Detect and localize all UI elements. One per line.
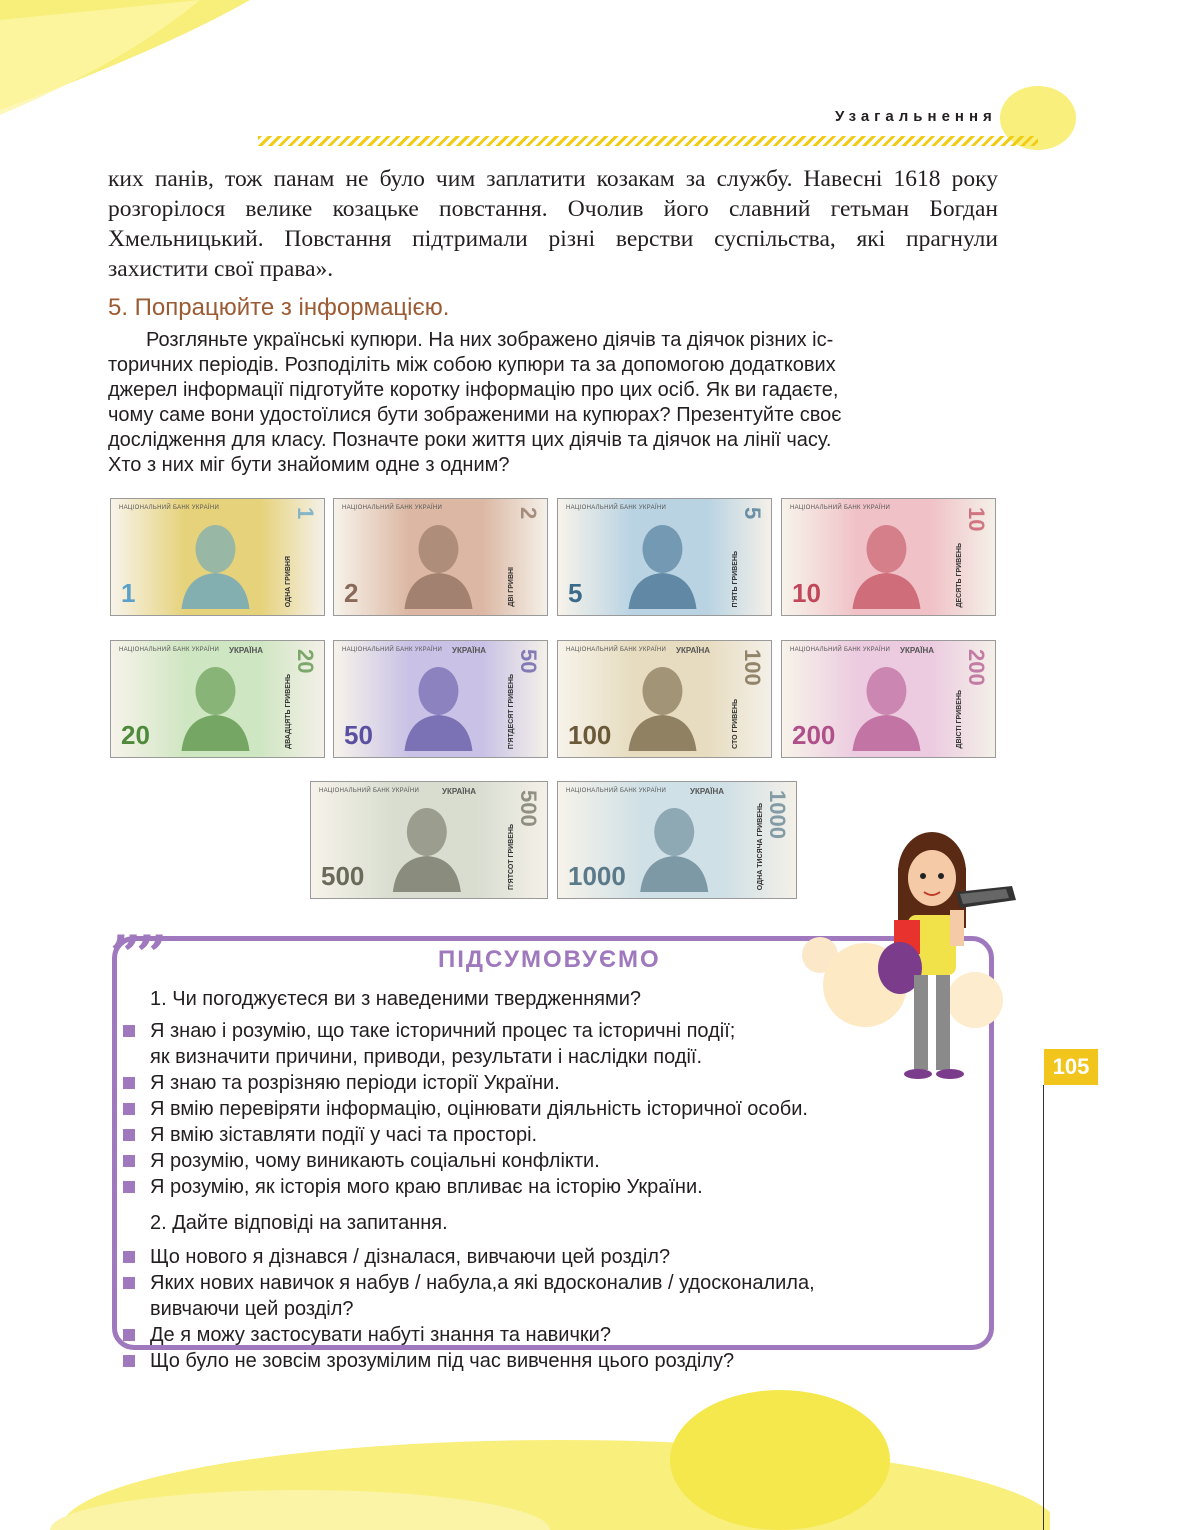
banknote-bank-name: НАЦІОНАЛЬНИЙ БАНК УКРАЇНИ <box>319 788 420 794</box>
portrait-icon <box>398 655 479 751</box>
banknote-bank-name: НАЦІОНАЛЬНИЙ БАНК УКРАЇНИ <box>119 647 220 653</box>
bullet-icon <box>123 1251 135 1263</box>
banknote-words: ДВІ ГРИВНІ <box>508 567 515 607</box>
banknote-bank-name: НАЦІОНАЛЬНИЙ БАНК УКРАЇНИ <box>342 505 443 511</box>
bullet-icon <box>123 1355 135 1367</box>
summary-question-1: 1. Чи погоджуєтеся ви з наведеними твердженнями? <box>150 988 642 1010</box>
banknote-5 <box>557 498 772 616</box>
bullet-icon <box>123 1025 135 1037</box>
banknote-10 <box>781 498 996 616</box>
banknote-words: П'ЯТДЕСЯТ ГРИВЕНЬ <box>508 673 515 749</box>
page-number: 105 <box>1044 1049 1098 1085</box>
banknote-denomination-side: 20 <box>293 649 318 674</box>
banknote-denomination-side: 200 <box>964 649 989 686</box>
summary-item: Я вмію перевіряти інформацію, оцінювати діяльність історичної особи. <box>150 1098 808 1120</box>
summary-question-2: 2. Дайте відповіді на запитання. <box>150 1212 448 1234</box>
decor-yellow-bottom <box>0 1380 1050 1530</box>
banknote-20 <box>110 640 325 758</box>
banknote-denomination-side: 100 <box>740 649 765 686</box>
banknote-country: УКРАЇНА <box>676 646 711 655</box>
bullet-icon <box>123 1129 135 1141</box>
banknote-denomination-side: 10 <box>964 507 989 532</box>
section-heading: 5. Попрацюйте з інформацією. <box>108 294 450 321</box>
banknote-denomination: 1000 <box>568 861 626 891</box>
task-line: дослідження для класу. Позначте роки життя цих діячів та діячок на лінії часу. <box>108 429 832 451</box>
summary-item: вивчаючи цей розділ? <box>150 1298 354 1320</box>
task-line: торичних періодів. Розподіліть між собою купюри та за допомогою додаткових <box>108 354 836 376</box>
banknote-bank-name: НАЦІОНАЛЬНИЙ БАНК УКРАЇНИ <box>566 505 667 511</box>
banknote-denomination-side: 1 <box>293 507 318 520</box>
banknote-country: УКРАЇНА <box>690 787 725 796</box>
banknote-denomination-side: 50 <box>516 649 541 674</box>
task-line: джерел інформації підготуйте коротку інформацію про цих осіб. Як ви гадаєте, <box>108 379 839 401</box>
portrait-icon <box>175 513 256 609</box>
section-header-label: Узагальнення <box>835 108 997 125</box>
student-illustration <box>790 820 1020 1090</box>
banknote-bank-name: НАЦІОНАЛЬНИЙ БАНК УКРАЇНИ <box>790 647 891 653</box>
banknote-500 <box>310 781 548 899</box>
summary-item: Що було не зовсім зрозумілим під час вивчення цього розділу? <box>150 1350 735 1372</box>
banknote-words: П'ЯТСОТ ГРИВЕНЬ <box>508 823 515 890</box>
banknote-200 <box>781 640 996 758</box>
banknote-denomination-side: 2 <box>516 507 541 520</box>
summary-item: Я знаю і розумію, що таке історичний процес та історичні події; <box>150 1020 736 1042</box>
banknote-words: ОДНА ТИСЯЧА ГРИВЕНЬ <box>757 802 764 890</box>
banknote-words: СТО ГРИВЕНЬ <box>732 699 739 749</box>
quote-mark-icon: ” <box>110 923 142 987</box>
margin-line <box>1043 1085 1044 1530</box>
task-line: Хто з них міг бути знайомим одне з одним? <box>108 454 510 476</box>
portrait-icon <box>382 796 472 892</box>
banknote-1000 <box>557 781 797 899</box>
summary-item: Яких нових навичок я набув / набула,а які вдосконалив / удосконалила, <box>150 1272 815 1294</box>
banknote-bank-name: НАЦІОНАЛЬНИЙ БАНК УКРАЇНИ <box>566 788 667 794</box>
summary-item: Я знаю та розрізняю періоди історії України. <box>150 1072 560 1094</box>
banknote-words: ДВАДЦЯТЬ ГРИВЕНЬ <box>285 674 292 749</box>
summary-item: Я розумію, чому виникають соціальні конфлікти. <box>150 1150 600 1172</box>
banknote-country: УКРАЇНА <box>229 646 264 655</box>
header-hatch-line <box>258 136 1038 146</box>
decor-yellow-top-left <box>0 0 260 120</box>
intro-paragraph: ких панів, тож панам не було чим заплатити козакам за службу. Навесні 1618 року розгорілося велике козацьке повстання. Очолив його славний гетьман Богдан Хмельницький. Повстання підтримали різні верстви суспільства, які прагнули захистити свої права». <box>108 166 998 282</box>
banknote-bank-name: НАЦІОНАЛЬНИЙ БАНК УКРАЇНИ <box>790 505 891 511</box>
banknote-denomination-side: 500 <box>516 790 541 827</box>
banknote-words: П'ЯТЬ ГРИВЕНЬ <box>732 550 739 607</box>
bullet-icon <box>123 1077 135 1089</box>
banknote-denomination-side: 5 <box>740 507 765 520</box>
summary-item: Я розумію, як історія мого краю впливає на історію України. <box>150 1176 703 1198</box>
banknote-denomination: 100 <box>568 720 612 750</box>
portrait-icon <box>622 655 703 751</box>
portrait-icon <box>622 513 703 609</box>
summary-item: Що нового я дізнався / дізналася, вивчаючи цей розділ? <box>150 1246 671 1268</box>
banknote-100 <box>557 640 772 758</box>
banknote-words: ДЕСЯТЬ ГРИВЕНЬ <box>956 542 963 607</box>
bullet-icon <box>123 1329 135 1341</box>
bullet-icon <box>123 1155 135 1167</box>
banknote-denomination: 2 <box>344 578 359 608</box>
summary-title: ПІДСУМОВУЄМО <box>438 946 661 973</box>
portrait-icon <box>629 796 719 892</box>
banknote-denomination: 20 <box>121 720 150 750</box>
banknote-words: ДВІСТІ ГРИВЕНЬ <box>956 690 963 749</box>
task-line: Розгляньте українські купюри. На них зображено діячів та діячок різних іс- <box>146 329 834 351</box>
bullet-icon <box>123 1277 135 1289</box>
banknote-denomination: 500 <box>321 861 365 891</box>
bullet-icon <box>123 1181 135 1193</box>
quote-mark-icon-2: ” <box>136 923 168 987</box>
portrait-icon <box>846 513 927 609</box>
banknote-1 <box>110 498 325 616</box>
portrait-icon <box>175 655 256 751</box>
task-paragraph <box>108 328 998 478</box>
banknote-50 <box>333 640 548 758</box>
summary-item: як визначити причини, приводи, результати і наслідки події. <box>150 1046 703 1068</box>
banknote-denomination: 50 <box>344 720 373 750</box>
banknote-2 <box>333 498 548 616</box>
bullet-icon <box>123 1103 135 1115</box>
banknote-denomination: 5 <box>568 578 583 608</box>
portrait-icon <box>398 513 479 609</box>
banknote-words: ОДНА ГРИВНЯ <box>285 555 292 607</box>
banknote-denomination-side: 1000 <box>765 790 790 839</box>
banknote-country: УКРАЇНА <box>900 646 935 655</box>
portrait-icon <box>846 655 927 751</box>
banknote-bank-name: НАЦІОНАЛЬНИЙ БАНК УКРАЇНИ <box>566 647 667 653</box>
banknote-denomination: 1 <box>121 578 136 608</box>
task-line: чому саме вони удостоїлися бути зображеними на купюрах? Презентуйте своє <box>108 404 842 426</box>
banknote-denomination: 10 <box>792 578 821 608</box>
banknote-denomination: 200 <box>792 720 836 750</box>
banknote-bank-name: НАЦІОНАЛЬНИЙ БАНК УКРАЇНИ <box>119 505 220 511</box>
summary-item: Я вмію зіставляти події у часі та просторі. <box>150 1124 538 1146</box>
summary-item: Де я можу застосувати набуті знання та навички? <box>150 1324 611 1346</box>
banknote-country: УКРАЇНА <box>442 787 477 796</box>
banknote-bank-name: НАЦІОНАЛЬНИЙ БАНК УКРАЇНИ <box>342 647 443 653</box>
banknote-country: УКРАЇНА <box>452 646 487 655</box>
